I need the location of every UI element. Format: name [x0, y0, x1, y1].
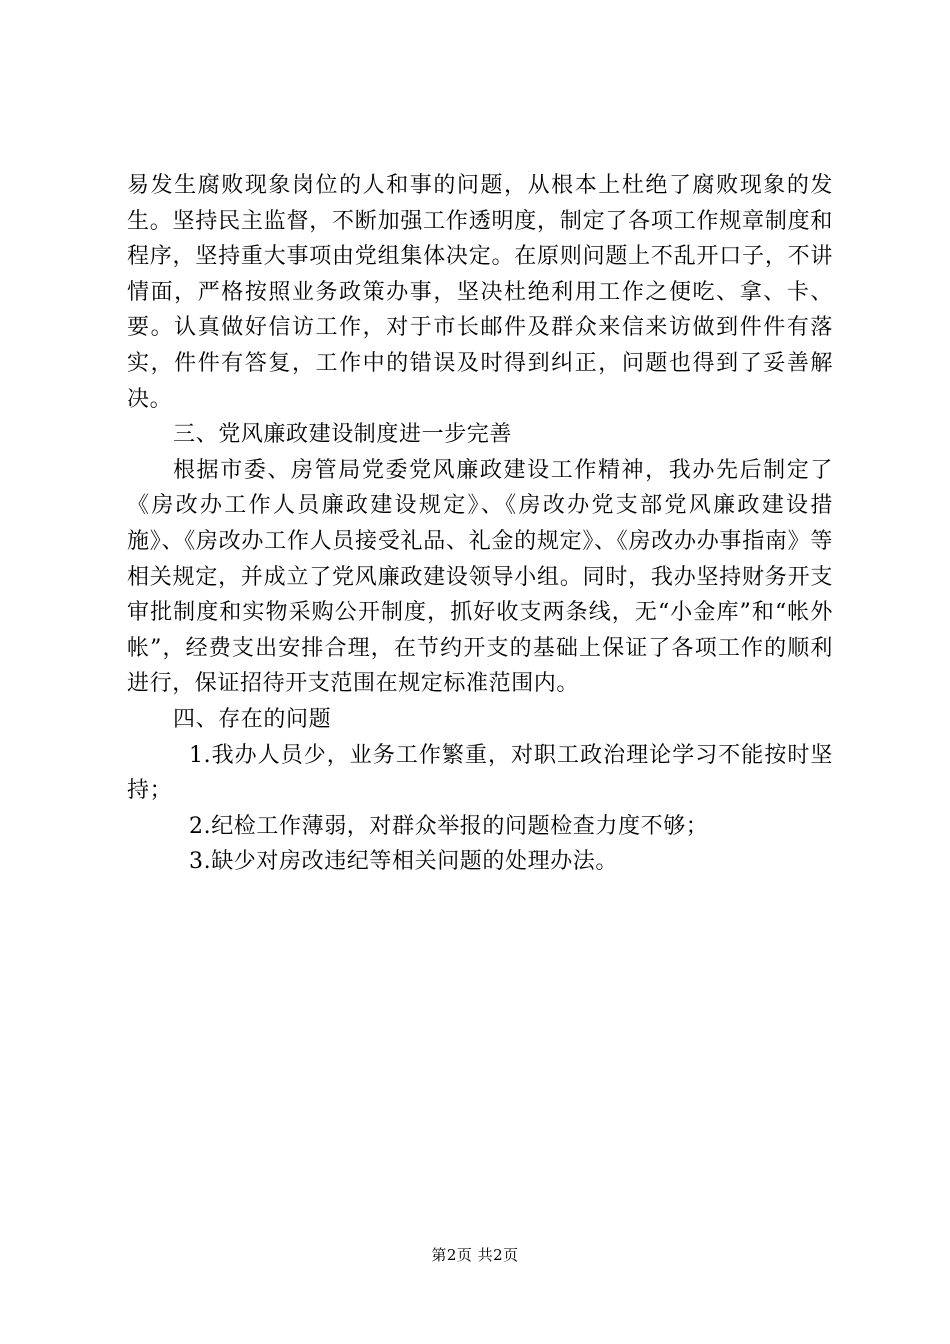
page-footer: 第2页 共2页: [431, 1246, 519, 1264]
section-heading-4: 四、存在的问题: [173, 706, 332, 732]
section-heading-3: 三、党风廉政建设制度进一步完善: [173, 422, 513, 448]
problem-item-1: 1.我办人员少，业务工作繁重，对职工政治理论学习不能按时坚持；: [127, 742, 833, 804]
paragraph-continuation: 易发生腐败现象岗位的人和事的问题，从根本上杜绝了腐败现象的发生。坚持民主监督，不断加强工作透明度，制定了各项工作规章制度和程序，坚持重大事项由党组集体决定。在原则问题上不乱开口子，不讲情面，严格按照业务政策办事，坚决杜绝利用工作之便吃、拿、卡、要。认真做好信访工作，对于市长邮件及群众来信来访做到件件有落实，件件有答复，工作中的错误及时得到纠正，问题也得到了妥善解决。: [127, 173, 833, 412]
problem-item-2: 2.纪检工作薄弱，对群众举报的问题检查力度不够；: [189, 813, 709, 839]
paragraph-system-building: 根据市委、房管局党委党风廉政建设工作精神，我办先后制定了《房改办工作人员廉政建设规定》、《房改办党支部党风廉政建设措施》、《房改办工作人员接受礼品、礼金的规定》、《房改办办事指南》等相关规定，并成立了党风廉政建设领导小组。同时，我办坚持财务开支审批制度和实物采购公开制度，抓好收支两条线，无“小金库”和“帐外帐”，经费支出安排合理，在节约开支的基础上保证了各项工作的顺利进行，保证招待开支范围在规定标准范围内。: [127, 457, 833, 697]
document-body: [127, 168, 833, 880]
problem-item-3: 3.缺少对房改违纪等相关问题的处理办法。: [189, 849, 618, 875]
